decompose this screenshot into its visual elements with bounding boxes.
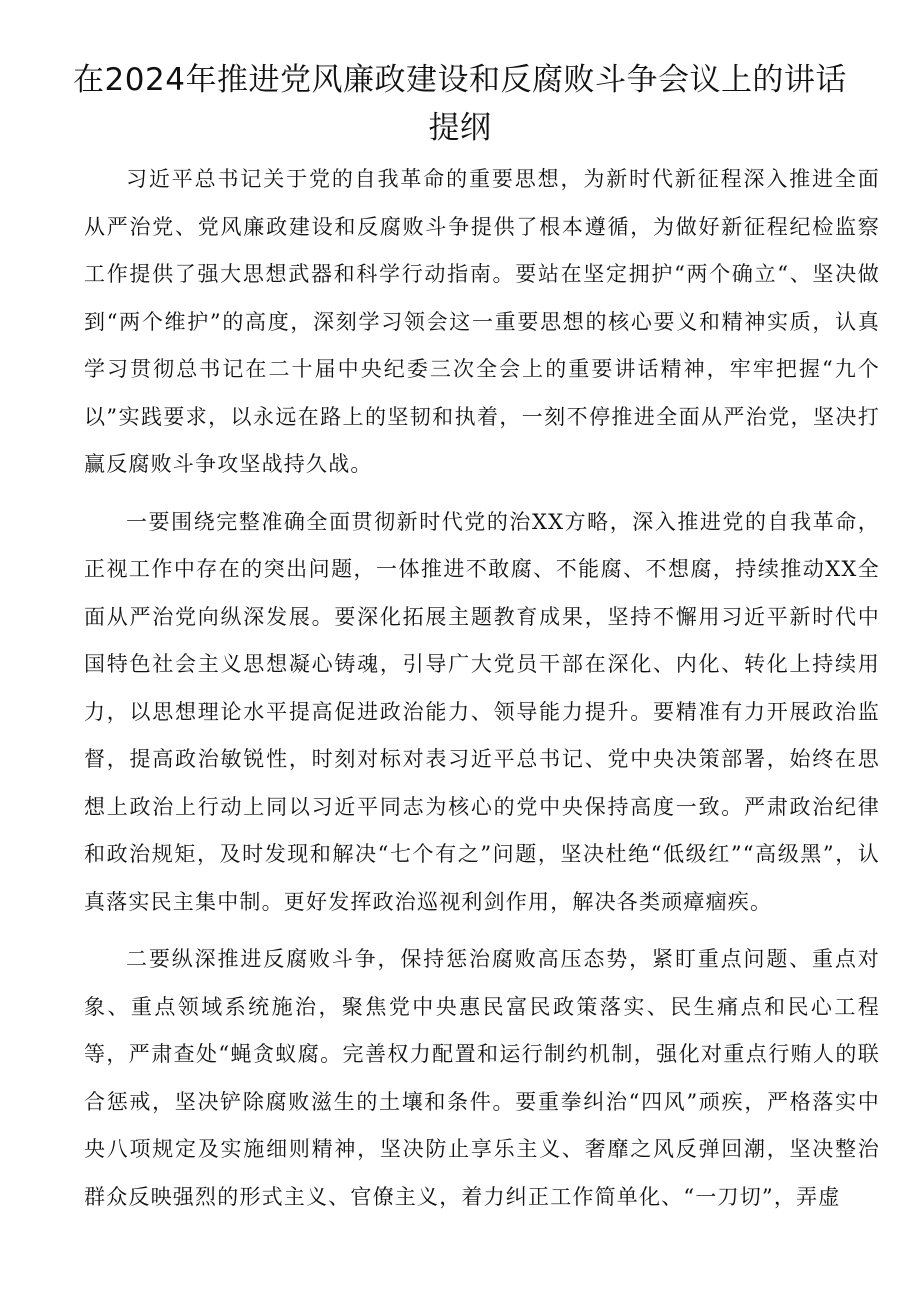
paragraph-point-one: 一要围绕完整准确全面贯彻新时代党的治XX方略，深入推进党的自我革命，正视工作中存在的突出问题，一体推进不敢腐、不能腐、不想腐，持续推动XX全面从严治党向纵深发展。要深化拓展主题教育成果，坚持不懈用习近平新时代中国特色社会主义思想凝心铸魂，引导广大党员干部在深化、内化、转化上持续用力，以思想理论水平提高促进政治能力、领导能力提升。要精准有力开展政治监督，提高政治敏锐性，时刻对标对表习近平总书记、党中央决策部署，始终在思想上政治上行动上同以习近平同志为核心的党中央保持高度一致。严肃政治纪律和政治规矩，及时发现和解决“七个有之”问题，坚决杜绝“低级红”“高级黑”，认真落实民主集中制。更好发挥政治巡视利剑作用，解决各类顽瘴痼疾。: [84, 509, 880, 914]
document-title: 在2024年推进党风廉政建设和反腐败斗争会议上的讲话提纲: [73, 62, 847, 146]
document-body: [84, 156, 880, 1221]
paragraph-point-two: 二要纵深推进反腐败斗争，保持惩治腐败高压态势，紧盯重点问题、重点对象、重点领域系统施治，聚焦党中央惠民富民政策落实、民生痛点和民心工程等，严肃查处“蝇贪蚁腐。完善权力配置和运行制约机制，强化对重点行贿人的联合惩戒，坚决铲除腐败滋生的土壤和条件。要重拳纠治“四风”顽疾，严格落实中央八项规定及实施细则精神，坚决防止享乐主义、奢靡之风反弹回潮，坚决整治群众反映强烈的形式主义、官僚主义，着力纠正工作简单化、“一刀切”，弄虚: [84, 947, 880, 1209]
paragraph-intro: 习近平总书记关于党的自我革命的重要思想，为新时代新征程深入推进全面从严治党、党风廉政建设和反腐败斗争提供了根本遵循，为做好新征程纪检监察工作提供了强大思想武器和科学行动指南。要站在坚定拥护“两个确立“、坚决做到“两个维护”的高度，深刻学习领会这一重要思想的核心要义和精神实质，认真学习贯彻总书记在二十届中央纪委三次全会上的重要讲话精神，牢牢把握“九个以”实践要求，以永远在路上的坚韧和执着，一刻不停推进全面从严治党，坚决打赢反腐败斗争攻坚战持久战。: [84, 167, 880, 476]
